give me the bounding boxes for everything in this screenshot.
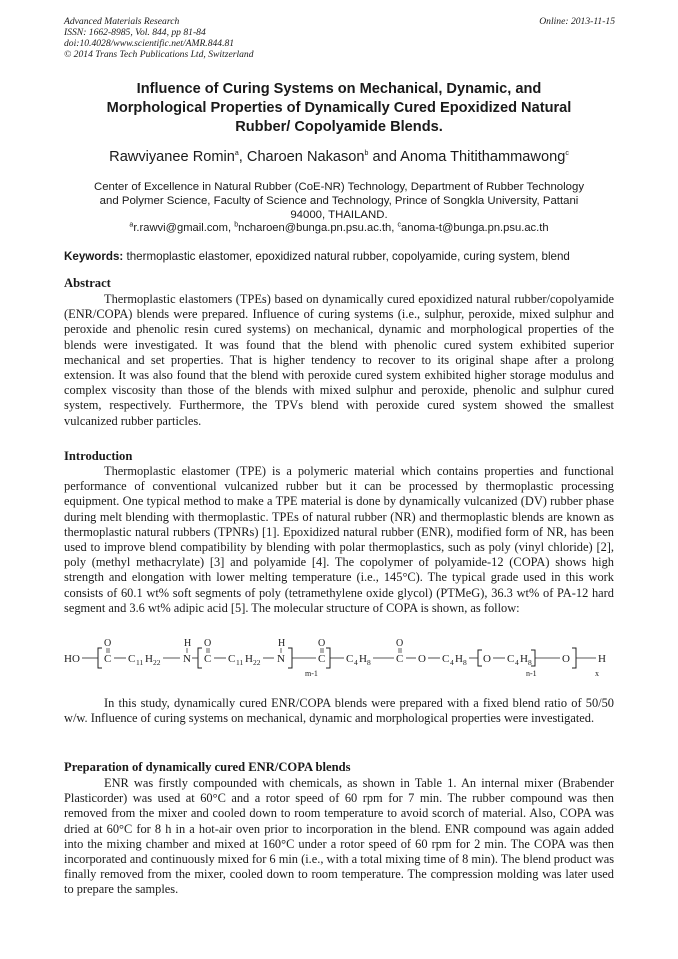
author-emails — [60, 221, 618, 235]
formula-text: H — [359, 653, 367, 665]
author-affil-mark: a — [234, 150, 239, 158]
structure-formula-svg — [64, 636, 624, 686]
formula-text: O — [418, 653, 426, 665]
introduction-body — [64, 464, 614, 616]
introduction-heading: Introduction — [64, 449, 133, 463]
email-address[interactable]: ncharoen@bunga.pn.psu.ac.th, — [238, 222, 398, 234]
issn: ISSN: 1662-8985, Vol. 844, pp 81-84 — [64, 27, 206, 38]
preparation-text: ENR was firstly compounded with chemicals, as shown in Table 1. An internal mixer (Brabender Plasticorder) was used at 60°C and a rotor speed of 60 rpm for 7 min. The rubber compound was then removed from the mixer and cooled down to room temperature to avoid scorch of material. Also, COPA was dried at 60°C for 8 h in a hot-air oven prior to incorporation in the blend. ENR compound was again added into the mixing chamber and mixed at 160°C under a rotor speed of 60 rpm for 2 min. The COPA was then incorporated and continuously mixed for 6 min (i.e., with a total mixing time of 8 min). The blend product was finally removed from the mixer, cooled down to room temperature. The compression molding was later used to prepare the samples. — [64, 776, 615, 897]
email-mark: c — [397, 221, 401, 229]
preparation-body — [64, 776, 614, 898]
formula-text: H — [520, 653, 528, 665]
journal-header — [64, 16, 254, 60]
author-separator: and — [368, 149, 401, 165]
formula-text: O — [562, 653, 570, 665]
email-address[interactable]: anoma-t@bunga.pn.psu.ac.th — [401, 222, 549, 234]
formula-text: m-1 — [305, 669, 318, 678]
formula-text: 11 — [236, 658, 244, 667]
formula-text: O — [318, 638, 326, 649]
formula-text: 22 — [153, 658, 161, 667]
author-name: Anoma Thitithammawong — [400, 149, 566, 165]
keywords-label: Keywords: — [64, 250, 124, 263]
journal-name: Advanced Materials Research — [64, 16, 180, 27]
formula-text: H — [598, 653, 606, 665]
formula-text: C — [396, 653, 404, 665]
formula-text: O — [483, 653, 491, 665]
formula-text: C — [228, 653, 236, 665]
formula-text: HO — [64, 653, 80, 665]
formula-text: H — [145, 653, 153, 665]
preparation-heading: Preparation of dynamically cured ENR/COPA blends — [64, 760, 351, 774]
formula-text: 8 — [367, 658, 371, 667]
formula-text: 4 — [450, 658, 454, 667]
formula-text: 8 — [463, 658, 467, 667]
email-mark: b — [234, 221, 239, 229]
formula-text: 4 — [354, 658, 358, 667]
formula-text: H — [184, 638, 192, 649]
formula-text: H — [278, 638, 286, 649]
copyright: © 2014 Trans Tech Publications Ltd, Switzerland — [64, 49, 254, 60]
email-mark: a — [129, 221, 134, 229]
title-line: Influence of Curing Systems on Mechanical, Dynamic, and — [136, 81, 542, 97]
author-separator: , — [238, 149, 247, 165]
paper-title — [60, 80, 618, 137]
author-affil-mark: c — [565, 150, 569, 158]
formula-text: C — [318, 653, 326, 665]
formula-text: H — [455, 653, 463, 665]
abstract-heading: Abstract — [64, 276, 111, 290]
formula-text: 8 — [528, 658, 532, 667]
affiliation-line: Center of Excellence in Natural Rubber (CoE-NR) Technology, Department of Rubber Technology — [93, 181, 585, 193]
formula-text: 22 — [253, 658, 261, 667]
formula-text: O — [104, 638, 112, 649]
author-name: Charoen Nakason — [246, 149, 365, 165]
abstract-text: Thermoplastic elastomers (TPEs) based on dynamically cured epoxidized natural rubber/copolyamide (ENR/COPA) blends were prepared. Influence of curing systems (i.e., sulphur, peroxide, mixed sulphur and peroxide and phenolic resin cured systems) on mechanical, dynamic and morphological properties of the blends were investigated. It was found that the blend with phenolic cured system exhibited superior mechanical and set properties. That is higher tendency to recover to its original shape after a prolong extension. It was also found that the blend with peroxide cured system exhibited higher storage modulus and complex viscosity than those of the blends with mixed sulphur and peroxide, phenolic and sulphur cured system, respectively. Furthermore, the TPVs blend with peroxide cured system showed the smallest vulcanized rubber particles. — [64, 292, 614, 428]
author-affil-mark: b — [364, 150, 369, 158]
formula-text: O — [204, 638, 212, 649]
formula-text: N — [277, 653, 285, 665]
introduction-text: In this study, dynamically cured ENR/COPA blends were prepared with a fixed blend ratio of 50/50 w/w. Influence of curing systems on mechanical, dynamic and morphological properties were investigated. — [64, 696, 614, 726]
affiliation-line: and Polymer Science, Faculty of Science and Technology, Prince of Songkla University, Pattani — [99, 195, 579, 207]
online-date: Online: 2013-11-15 — [539, 16, 615, 27]
author-list — [60, 148, 618, 166]
formula-text: n-1 — [526, 669, 537, 678]
abstract-body — [64, 292, 614, 429]
formula-text: C — [104, 653, 112, 665]
keywords-text: thermoplastic elastomer, epoxidized natural rubber, copolyamide, curing system, blend — [123, 250, 570, 263]
formula-text: C — [346, 653, 354, 665]
formula-text: O — [396, 638, 404, 649]
formula-text: C — [442, 653, 450, 665]
formula-text: C — [128, 653, 136, 665]
doi: doi:10.4028/www.scientific.net/AMR.844.81 — [64, 38, 235, 49]
formula-text: C — [204, 653, 212, 665]
title-line: Morphological Properties of Dynamically Cured Epoxidized Natural — [106, 100, 572, 116]
affiliation-line: 94000, THAILAND. — [290, 209, 388, 221]
author-name: Rawviyanee Romin — [109, 149, 235, 165]
keywords — [64, 250, 624, 264]
introduction-body-continued — [64, 696, 614, 726]
formula-text: H — [245, 653, 253, 665]
formula-text: N — [183, 653, 191, 665]
affiliation — [60, 180, 618, 222]
formula-text: 11 — [136, 658, 144, 667]
email-address[interactable]: r.rawvi@gmail.com, — [133, 222, 235, 234]
formula-text: C — [507, 653, 515, 665]
title-line: Rubber/ Copolyamide Blends. — [235, 119, 443, 135]
copa-molecular-structure — [64, 636, 624, 686]
introduction-text: Thermoplastic elastomer (TPE) is a polymeric material which contains properties and functional performance of conventional vulcanized rubber but it can be processed by thermoplastic processing equipment. One typical method to make a TPE material is done by dynamically vulcanized (DV) rubber phase during melt blending with thermoplastic. TPEs of natural rubber (NR) and thermoplastic blends are known as thermoplastic natural rubbers (TPNRs) [1]. Epoxidized natural rubber (ENR), modified form of NR, has been used to improve blend compatibility by blending with polar thermoplastics, such as poly (vinyl chloride) [2], poly (methyl methacrylate) [3] and polyamide [4]. The copolymer of polyamide-12 (COPA) shows high strength and elongation with lower melting temperature (i.e., 145°C). The typical grade used in this work consists of 60.1 wt% soft segments of poly (tetramethylene oxide glycol) (PTMeG), 36.3 wt% of PA-12 hard segment and 3.6 wt% adipic acid [5]. The molecular structure of COPA is shown, as follow: — [64, 464, 614, 615]
formula-text: x — [595, 669, 599, 678]
formula-text: 4 — [515, 658, 519, 667]
